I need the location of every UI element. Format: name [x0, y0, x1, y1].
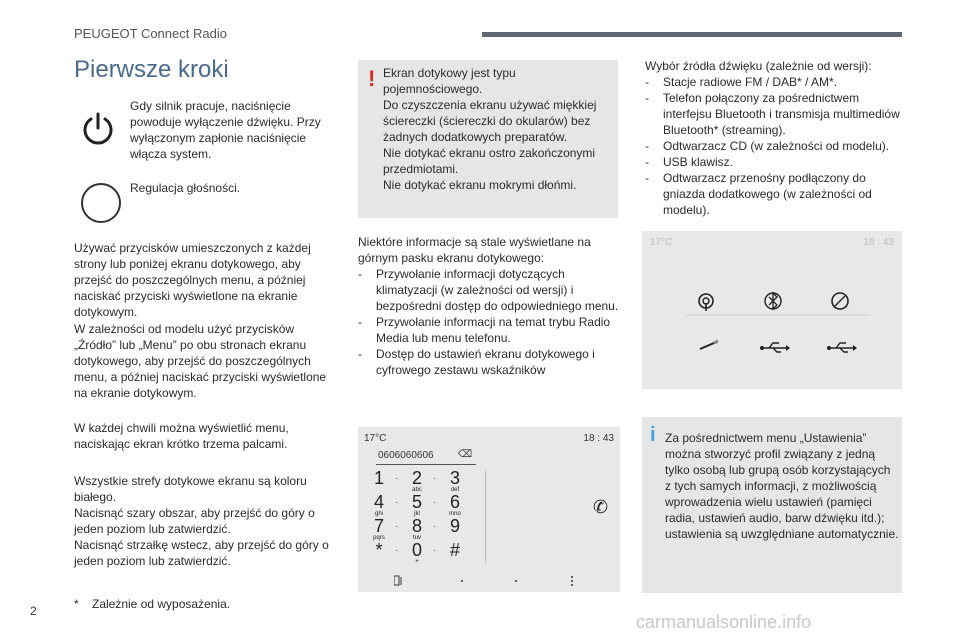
list-item: - Dostęp do ustawień ekranu dotykowego i cyfrowego zestawu wskaźników — [358, 347, 595, 377]
phone-book-icon[interactable] — [394, 576, 401, 585]
info-icon: i — [650, 424, 656, 446]
call-handset-icon[interactable]: ✆ — [593, 497, 609, 517]
number-underline — [376, 464, 476, 465]
volume-description: Regulacja głośności. — [130, 181, 241, 195]
keypad-key[interactable]: 0 + — [411, 540, 422, 565]
key-separator-dot: · — [433, 497, 437, 508]
list-item: - Stacje radiowe FM / DAB* / AM*. — [645, 75, 838, 89]
keypad-key[interactable]: * — [375, 540, 383, 560]
footnote-text: Zależnie od wyposażenia. — [92, 597, 231, 611]
keypad-key[interactable]: 9 — [449, 516, 460, 536]
source-selection-screen — [642, 231, 902, 389]
keypad-key[interactable]: 6 mno — [449, 492, 461, 517]
screen-temperature: 17°C — [364, 433, 387, 444]
keypad-key[interactable]: 8 tuv — [411, 516, 422, 541]
volume-knob-icon — [81, 183, 121, 223]
keypad-key[interactable]: # — [449, 540, 460, 560]
key-separator-dot: · — [433, 473, 437, 484]
paragraph-source-menu: W zależności od modelu użyć przycisków „Źródło” lub „Menu” po obu stronach ekranu dotykowego, aby przejść do poszczególnych menu, a później naciskać przyciski wyświetlone na ekranie dotykowym. — [74, 322, 327, 400]
audio-source-intro: Wybór źródła dźwięku (zależnie od wersji): — [645, 59, 872, 73]
usb-icon[interactable] — [760, 343, 790, 352]
key-separator-dot: · — [395, 521, 399, 532]
footnote — [74, 596, 334, 612]
list-item: - Odtwarzacz przenośny podłączony do gniazda dodatkowego (w zależności od modelu). — [645, 171, 872, 217]
menu-dot — [461, 580, 463, 582]
keypad-divider — [485, 471, 486, 563]
page-number: 2 — [30, 604, 37, 618]
list-item: - USB klawisz. — [645, 155, 734, 169]
keypad-key[interactable]: 1 — [373, 468, 384, 488]
touch-zones-line: Wszystkie strefy dotykowe ekranu są koloru białego. — [74, 474, 307, 504]
list-item: - Telefon połączony za pośrednictwem interfejsu Bluetooth i transmisja multimediów Bluetooth* (streaming). — [645, 91, 900, 137]
keypad-key[interactable]: 4 ghi — [373, 492, 384, 517]
screen-temperature: 17°C — [650, 237, 673, 248]
touch-zones-line: Nacisnąć szary obszar, aby przejść do góry o jeden poziom lub zatwierdzić. — [74, 506, 315, 536]
phone-bottom-bar — [394, 575, 594, 587]
watermark: carmanualsonline.info — [636, 612, 812, 632]
paragraph-touch-zones — [74, 473, 336, 569]
header-title: PEUGEOT Connect Radio — [74, 26, 227, 41]
header-divider-bar — [482, 32, 902, 37]
list-item: - Przywołanie informacji dotyczących klimatyzacji (w zależności od wersji) i bezpośredni dostęp do odpowiedniego menu. — [358, 267, 619, 313]
info-text: Za pośrednictwem menu „Ustawienia” można stworzyć profil związany z jedną tylko osobą lub grupą osób korzystających z tych samych informacji, z możliwością wprowadzenia wielu ustawień (pamięci radia, ustawień audio, barw dźwięku itd.); ustawienia są uwzględniane automatycznie. — [665, 431, 899, 541]
screen-time: 18 : 43 — [583, 433, 614, 444]
screen-time: 18 : 43 — [863, 237, 894, 248]
top-bar-intro: Niektóre informacje są stale wyświetlane na górnym pasku ekranu dotykowego: — [358, 235, 591, 265]
warning-line: Nie dotykać ekranu mokrymi dłońmi. — [383, 178, 577, 192]
aux-jack-icon[interactable] — [700, 341, 718, 349]
audio-source-list — [645, 58, 905, 218]
power-description: Gdy silnik pracuje, naciśnięcie powoduje wyłączenie dźwięku. Przy wyłączonym zapłonie naciśnięcie włącza system. — [130, 99, 321, 161]
usb-icon[interactable] — [827, 343, 857, 352]
warning-line: Nie dotykać ekranu ostro zakończonymi przedmiotami. — [383, 146, 596, 176]
keypad-key[interactable]: 5 jkl — [411, 492, 422, 517]
power-icon — [80, 111, 116, 147]
warning-icon: ! — [368, 66, 376, 91]
top-bar-info-list — [358, 234, 620, 378]
paragraph-buttons-usage: Używać przycisków umieszczonych z każdej strony lub poniżej ekranu dotykowego, aby przejść do poszczególnych menu, a później naciskać przyciski wyświetlone na ekranie dotykowym. — [74, 241, 311, 319]
radio-icon[interactable] — [699, 294, 713, 311]
key-separator-dot: · — [433, 545, 437, 556]
warning-line: Do czyszczenia ekranu używać miękkiej ściereczki (ściereczki do okularów) bez żadnych dodatkowych preparatów. — [383, 98, 597, 144]
key-separator-dot: · — [395, 473, 399, 484]
menu-dot — [515, 580, 517, 582]
dialed-number: 0606060606 — [378, 450, 434, 461]
warning-text — [383, 65, 615, 193]
keypad-key[interactable]: 7 pqrs — [373, 516, 385, 541]
key-separator-dot: · — [395, 545, 399, 556]
more-options-icon[interactable] — [571, 576, 573, 586]
key-separator-dot: · — [433, 521, 437, 532]
keypad-key[interactable]: 2 abc — [411, 468, 422, 493]
bluetooth-icon[interactable] — [765, 293, 781, 309]
list-item: - Odtwarzacz CD (w zależności od modelu). — [645, 139, 890, 153]
cd-icon[interactable] — [832, 293, 848, 309]
paragraph-three-fingers: W każdej chwili można wyświetlić menu, naciskając ekran krótko trzema palcami. — [74, 421, 289, 451]
warning-line: Ekran dotykowy jest typu pojemnościowego. — [383, 66, 516, 96]
touch-zones-line: Nacisnąć strzałkę wstecz, aby przejść do góry o jeden poziom lub zatwierdzić. — [74, 538, 329, 568]
list-item: - Przywołanie informacji na temat trybu Radio Media lub menu telefonu. — [358, 315, 611, 345]
keypad-key[interactable]: 3 def — [449, 468, 460, 493]
key-separator-dot: · — [395, 497, 399, 508]
backspace-icon[interactable]: ⌫ — [458, 449, 473, 460]
footnote-star: * — [74, 597, 79, 611]
phone-keypad-screen — [358, 427, 620, 592]
section-title: Pierwsze kroki — [74, 56, 229, 83]
